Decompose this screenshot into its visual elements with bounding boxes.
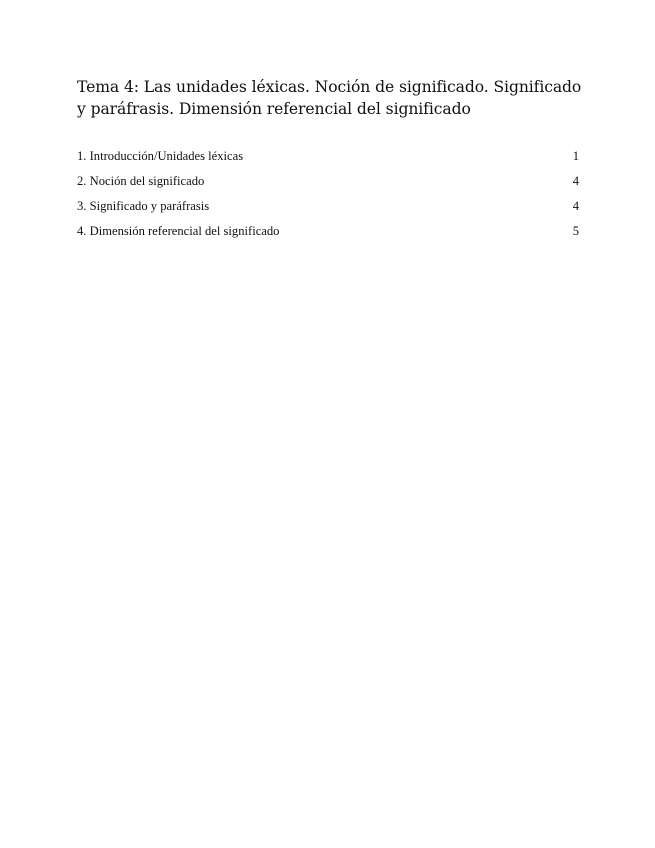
toc-entry[interactable] bbox=[77, 220, 579, 245]
toc-entry[interactable] bbox=[77, 145, 579, 170]
toc-entry-page: 1 bbox=[572, 149, 579, 163]
document-title: Tema 4: Las unidades léxicas. Noción de significado. Significado y paráfrasis. Dimensión referencial del significado bbox=[77, 78, 582, 118]
toc-entry-label: 1. Introducción/Unidades léxicas bbox=[77, 149, 244, 163]
toc-entry-page: 4 bbox=[572, 199, 579, 213]
toc-entry-page: 5 bbox=[572, 224, 579, 238]
toc-entry-label: 3. Significado y paráfrasis bbox=[77, 199, 210, 213]
toc-entry-label: 2. Noción del significado bbox=[77, 174, 205, 188]
toc-entry-page: 4 bbox=[572, 174, 579, 188]
table-of-contents bbox=[77, 145, 579, 245]
toc-entry[interactable] bbox=[77, 170, 579, 195]
toc-entry[interactable] bbox=[77, 195, 579, 220]
toc-entry-label: 4. Dimensión referencial del significado bbox=[77, 224, 280, 238]
